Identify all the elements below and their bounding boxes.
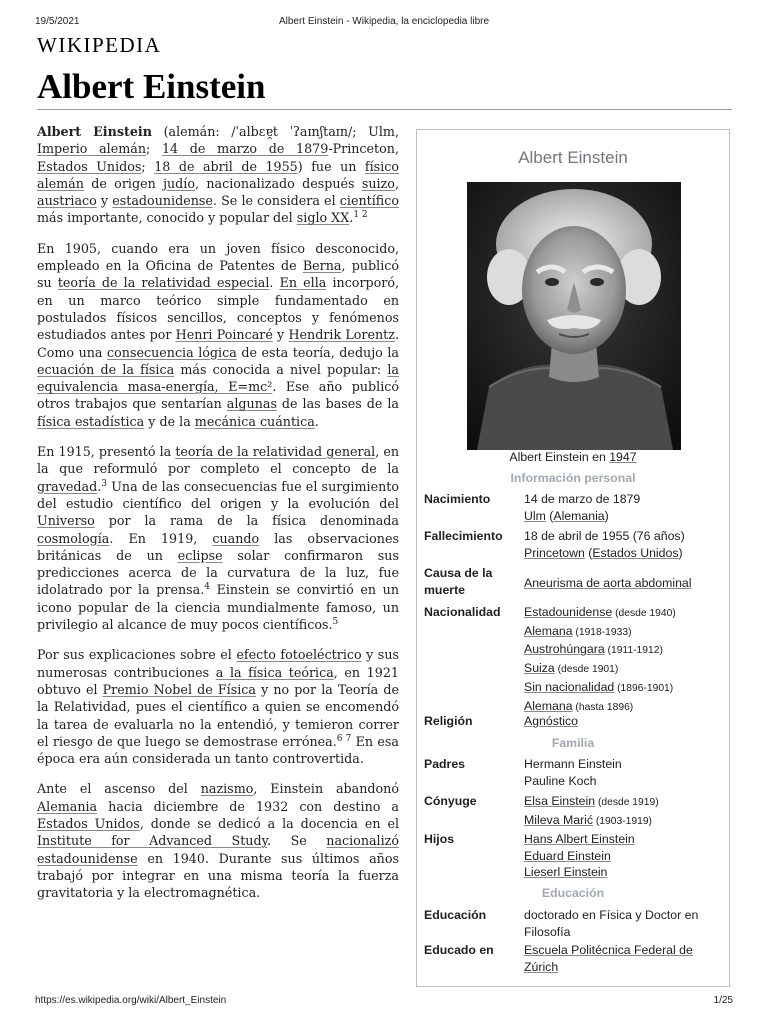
link-consecuencia-logica[interactable]: consecuencia lógica	[107, 344, 237, 360]
value-causa-muerte	[524, 575, 723, 592]
value-nacimiento	[524, 491, 723, 524]
section-educacion: Educación	[541, 886, 605, 900]
text: , Einstein abandonó	[253, 781, 399, 797]
link-relatividad-general[interactable]: teoría de la relatividad general	[175, 444, 376, 460]
text: , en la que reformuló por completo el concepto de la	[37, 444, 399, 477]
text: incorporó, en un marco teórico simple fundamentado en postulados físicos sencillos, conceptos y fenómenos estudiados antes por	[37, 275, 399, 343]
link-ulm[interactable]: Ulm	[524, 508, 546, 523]
link-universo[interactable]: Universo	[37, 513, 95, 529]
text: , donde se dedicó a la docencia en el	[139, 815, 400, 831]
text: .	[97, 478, 102, 494]
link-eclipse[interactable]: eclipse	[177, 547, 223, 563]
text: y de la	[144, 413, 195, 429]
label-nacimiento: Nacimiento	[424, 492, 491, 506]
link-aneurisma[interactable]: Aneurisma de aorta abdominal	[524, 576, 692, 590]
link-nacionalidad[interactable]: Austrohúngara	[524, 642, 605, 657]
text: y	[96, 193, 113, 209]
label-educacion: Educación	[424, 908, 487, 922]
text: . Se	[267, 833, 327, 849]
text: .	[349, 210, 354, 226]
link-eduard-einstein[interactable]: Eduard Einstein	[524, 848, 611, 863]
link-lieserl-einstein[interactable]: Lieserl Einstein	[524, 865, 608, 880]
label-nacionalidad: Nacionalidad	[424, 605, 501, 619]
link-ecuacion[interactable]: ecuación de la física	[37, 361, 175, 377]
text: de las bases de la	[276, 396, 399, 412]
link-cuando[interactable]: cuando	[212, 530, 260, 546]
text: ;	[141, 158, 155, 174]
link-mileva-maric[interactable]: Mileva Marić	[524, 812, 594, 827]
death-date: 18 de abril de 1955 (76 años)	[524, 529, 685, 543]
text: ,	[394, 175, 399, 191]
text: , publicó su	[37, 258, 399, 291]
portrait-image	[467, 182, 681, 450]
link-fisico-aleman[interactable]: físico alemán	[37, 158, 399, 191]
paragraph-nazismo	[37, 780, 399, 901]
value-conyuge	[524, 793, 723, 830]
link-relatividad-especial[interactable]: teoría de la relatividad especial	[57, 275, 270, 291]
link-nazismo[interactable]: nazismo	[200, 781, 254, 797]
text: las observaciones británicas de un	[37, 530, 399, 563]
text: . Se le considera el	[212, 193, 340, 209]
text: más importante, conocido y popular del	[37, 210, 297, 226]
text: y sus numerosas contribuciones	[37, 647, 400, 680]
text: En esa época era aún considerada un tanto controvertida.	[37, 733, 399, 767]
date-note: (hasta 1896)	[572, 701, 634, 713]
date-note: (desde 1901)	[554, 664, 619, 676]
section-informacion-personal: Información personal	[510, 471, 636, 485]
text: .	[314, 413, 319, 429]
text: , en 1921 obtuvo el	[37, 664, 399, 697]
label-religion: Religión	[424, 714, 473, 728]
value-hijos	[524, 831, 723, 881]
text: )	[604, 508, 609, 523]
subject-name: Albert Einstein	[37, 124, 152, 139]
print-url: https://es.wikipedia.org/wiki/Albert_Einstein	[35, 995, 227, 1006]
value-educado-en	[524, 942, 723, 975]
paragraph-1915	[37, 443, 399, 633]
link-cosmologia[interactable]: cosmología	[37, 530, 110, 546]
label-conyuge: Cónyuge	[424, 794, 477, 808]
birth-date: 14 de marzo de 1879	[524, 492, 641, 506]
text: , nacionalizado después	[195, 175, 362, 191]
print-footer	[35, 995, 733, 1009]
parent-name: Pauline Koch	[524, 773, 597, 788]
text: solar confirmaron sus predicciones acerca de la curvatura de la luz, fue idolatrado por la prensa.	[37, 547, 399, 598]
link-efecto-fotoelectrico[interactable]: efecto fotoeléctrico	[236, 647, 362, 663]
text: (	[545, 508, 554, 523]
link-austriaco[interactable]: austriaco	[37, 193, 97, 209]
link-estados-unidos[interactable]: Estados Unidos	[37, 815, 140, 831]
text: )	[678, 545, 683, 560]
reference-marker[interactable]: 6 7	[336, 733, 352, 744]
link-institute-advanced-study[interactable]: Institute for Advanced Study	[37, 833, 268, 849]
label-fallecimiento: Fallecimiento	[424, 529, 503, 543]
title-divider	[37, 109, 732, 110]
article-body	[37, 123, 399, 914]
link-death-date[interactable]: 18 de abril de 1955	[154, 158, 298, 174]
text: . Como una	[37, 327, 399, 360]
link-eth-zurich[interactable]: Escuela Politécnica Federal de Zúrich	[524, 943, 693, 974]
label-hijos: Hijos	[424, 832, 455, 846]
infobox	[416, 129, 730, 987]
text: de origen	[83, 175, 164, 191]
reference-marker[interactable]: 5	[332, 616, 339, 627]
value-padres	[524, 756, 723, 789]
text: por la rama de la física denominada	[94, 513, 399, 529]
link-gravedad[interactable]: gravedad	[37, 478, 98, 494]
paragraph-intro	[37, 123, 399, 227]
link-elsa-einstein[interactable]: Elsa Einstein	[524, 794, 596, 808]
text: (	[584, 545, 593, 560]
page-number: 1/25	[713, 995, 733, 1006]
link-siglo-xx[interactable]: siglo XX	[296, 210, 350, 226]
link-berna[interactable]: Berna	[302, 258, 342, 274]
link-estados-unidos[interactable]: Estados Unidos	[592, 545, 679, 560]
portrait-photo[interactable]	[467, 182, 681, 450]
link-fisica-teorica[interactable]: a la física teórica	[215, 664, 334, 680]
text: Por sus explicaciones sobre el	[37, 647, 237, 663]
parent-name: Hermann Einstein	[524, 757, 622, 771]
link-mecanica-cuantica[interactable]: mecánica cuántica	[194, 413, 315, 429]
link-nacionalidad[interactable]: Alemana	[524, 623, 573, 638]
text: . En 1919,	[109, 530, 213, 546]
text: más conocida a nivel popular:	[174, 361, 388, 377]
link-judio[interactable]: judío	[163, 175, 196, 191]
page-title: Albert Einstein	[37, 67, 266, 106]
link-agnostico[interactable]: Agnóstico	[524, 714, 579, 728]
link-en-ella[interactable]: En ella	[279, 275, 327, 291]
caption-text: Albert Einstein en	[509, 450, 610, 464]
date-note: (1918-1933)	[572, 626, 632, 638]
photo-caption	[417, 450, 729, 464]
date-note: (1903-1919)	[593, 815, 652, 827]
paragraph-nobel	[37, 646, 399, 767]
link-poincare[interactable]: Henri Poincaré	[175, 327, 273, 343]
value-fallecimiento	[524, 528, 723, 561]
link-birth-date[interactable]: 14 de marzo de 1879	[161, 141, 329, 157]
link-estados-unidos[interactable]: Estados Unidos	[37, 158, 142, 174]
reference-marker[interactable]: 4	[204, 582, 210, 593]
link-nacionalidad[interactable]: Estadounidense	[524, 605, 613, 619]
link-equivalencia[interactable]: la equivalencia masa-energía, E=mc²	[37, 361, 399, 395]
text: ) fue un	[297, 158, 365, 174]
text: Ante el ascenso del	[37, 781, 201, 797]
print-date: 19/5/2021	[35, 16, 80, 27]
link-nacionalizo[interactable]: nacionalizó estadounidense	[37, 833, 399, 866]
link-nacionalidad[interactable]: Sin nacionalidad	[524, 679, 615, 694]
link-lorentz[interactable]: Hendrik Lorentz	[288, 327, 395, 343]
print-doc-title: Albert Einstein - Wikipedia, la enciclopedia libre	[278, 16, 490, 27]
reference-marker[interactable]: 1 2	[353, 210, 368, 221]
link-nacionalidad[interactable]: Alemana	[524, 698, 573, 713]
text: en 1940. Durante sus últimos años trabajó por integrar en una misma teoría la fuerza gravitatoria y la electromagnética.	[37, 850, 399, 901]
text: Una de las consecuencias fue el surgimiento del estudio científico del origen y la evolución del	[37, 478, 399, 511]
text: En 1905, cuando era un joven físico desconocido, empleado en la Oficina de Patentes de	[37, 240, 399, 274]
link-estadounidense[interactable]: estadounidense	[112, 193, 213, 209]
value-educacion: doctorado en Física y Doctor en Filosofía	[524, 908, 699, 939]
date-note: (desde 1919)	[595, 797, 659, 808]
print-header	[35, 16, 733, 30]
link-nacionalidad[interactable]: Suiza	[524, 661, 555, 676]
label-causa-muerte: Causa de la muerte	[424, 566, 493, 597]
text: . Ese año publicó otros trabajos que sentarían	[37, 379, 399, 412]
infobox-title: Albert Einstein	[518, 148, 628, 167]
date-note: (desde 1940)	[612, 608, 676, 619]
link-imperio-aleman[interactable]: Imperio alemán	[37, 141, 146, 157]
link-algunas[interactable]: algunas	[226, 396, 277, 412]
link-fisica-estadistica[interactable]: física estadística	[37, 413, 145, 429]
wikipedia-logo[interactable]: WIKIPEDIA	[37, 33, 162, 57]
paragraph-1905	[37, 240, 399, 430]
text: -Princeton,	[328, 141, 399, 157]
text: (alemán: /ˈalbɛɐ̯t ˈʔaɪnʃtaɪn/; Ulm,	[151, 124, 399, 139]
link-cientifico[interactable]: científico	[339, 193, 399, 209]
text: de esta teoría, dedujo la	[236, 344, 399, 360]
link-princetown[interactable]: Princetown	[524, 545, 585, 560]
link-suizo[interactable]: suizo	[361, 175, 395, 191]
text: Einstein se convirtió en un icono popular de la ciencia mundialmente famoso, un privilegio al alcance de muy pocos científicos.	[37, 582, 400, 633]
text: .	[269, 275, 280, 291]
date-note: (1896-1901)	[614, 682, 674, 694]
value-nacionalidad	[524, 604, 723, 716]
label-educado-en: Educado en	[424, 943, 494, 957]
reference-marker[interactable]: 3	[101, 478, 108, 489]
value-religion	[524, 713, 723, 730]
date-note: (1911-1912)	[604, 645, 663, 657]
link-premio-nobel[interactable]: Premio Nobel de Física	[102, 681, 256, 697]
link-alemania[interactable]: Alemania	[553, 508, 605, 523]
label-padres: Padres	[424, 757, 466, 771]
text: hacia diciembre de 1932 con destino a	[97, 798, 399, 814]
section-familia: Familia	[551, 736, 595, 750]
link-1947[interactable]: 1947	[609, 450, 637, 464]
text: y	[272, 327, 289, 343]
text: ;	[146, 141, 162, 157]
link-hans-albert-einstein[interactable]: Hans Albert Einstein	[524, 832, 635, 846]
text: En 1915, presentó la	[37, 444, 176, 460]
link-alemania[interactable]: Alemania	[37, 798, 98, 814]
text: y no por la Teoría de la Relatividad, pues el científico a quien se encomendó la tarea de evaluarla no la entendió, y temieron correr el riesgo de que luego se demostrase errónea.	[37, 681, 399, 749]
